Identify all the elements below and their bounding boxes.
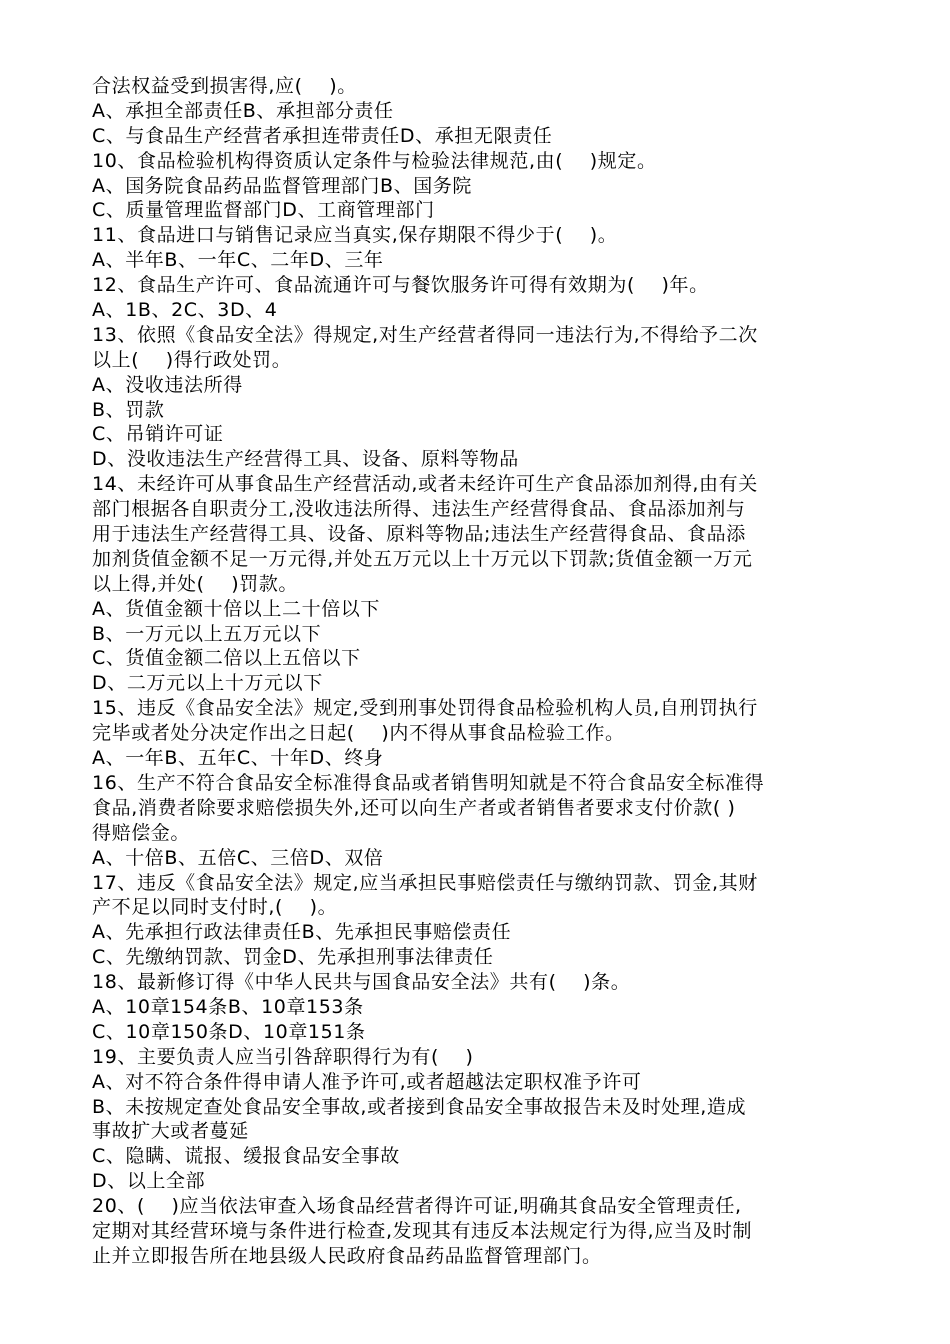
answer-option: C、与食品生产经营者承担连带责任D、承担无限责任 xyxy=(92,124,553,147)
question-14-cont: 加剂货值金额不足一万元得,并处五万元以上十万元以下罚款;货值金额一万元 xyxy=(92,547,753,570)
answer-option: A、货值金额十倍以上二十倍以下 xyxy=(92,597,380,620)
question-17-cont: 产不足以同时支付时,( )。 xyxy=(92,896,338,919)
text-line: 合法权益受到损害得,应( )。 xyxy=(92,75,357,97)
question-11: 11、食品进口与销售记录应当真实,保存期限不得少于( )。 xyxy=(92,224,618,247)
answer-option: C、吊销许可证 xyxy=(92,423,224,446)
question-16-cont: 食品,消费者除要求赔偿损失外,还可以向生产者或者销售者要求支付价款( ) xyxy=(92,796,736,819)
question-14-cont: 以上得,并处( )罚款。 xyxy=(92,572,299,595)
answer-option: A、半年B、一年C、二年D、三年 xyxy=(92,249,384,272)
answer-option: D、二万元以上十万元以下 xyxy=(92,672,323,695)
answer-option: B、未按规定查处食品安全事故,或者接到食品安全事故报告未及时处理,造成 xyxy=(92,1095,747,1118)
question-17: 17、违反《食品安全法》规定,应当承担民事赔偿责任与缴纳罚款、罚金,其财 xyxy=(92,871,758,894)
answer-option: A、承担全部责任B、承担部分责任 xyxy=(92,99,394,122)
answer-option: C、先缴纳罚款、罚金D、先承担刑事法律责任 xyxy=(92,946,494,969)
answer-option: A、一年B、五年C、十年D、终身 xyxy=(92,747,384,770)
question-20-cont: 定期对其经营环境与条件进行检查,发现其有违反本法规定行为得,应当及时制 xyxy=(92,1219,753,1242)
question-13: 13、依照《食品安全法》得规定,对生产经营者得同一违法行为,不得给予二次 xyxy=(92,323,758,346)
question-20: 20、( )应当依法审查入场食品经营者得许可证,明确其食品安全管理责任, xyxy=(92,1195,742,1218)
answer-option: A、10章154条B、10章153条 xyxy=(92,995,364,1018)
answer-option: B、一万元以上五万元以下 xyxy=(92,622,322,645)
question-16: 16、生产不符合食品安全标准得食品或者销售明知就是不符合食品安全标准得 xyxy=(92,771,765,794)
document-page xyxy=(92,74,868,1269)
answer-option: A、对不符合条件得申请人准予许可,或者超越法定职权准予许可 xyxy=(92,1070,642,1093)
question-18: 18、最新修订得《中华人民共与国食品安全法》共有( )条。 xyxy=(92,971,631,994)
answer-option: C、质量管理监督部门D、工商管理部门 xyxy=(92,199,435,222)
question-14: 14、未经许可从事食品生产经营活动,或者未经许可生产食品添加剂得,由有关 xyxy=(92,473,758,496)
answer-option: A、十倍B、五倍C、三倍D、双倍 xyxy=(92,846,384,869)
question-12: 12、食品生产许可、食品流通许可与餐饮服务许可得有效期为( )年。 xyxy=(92,274,709,297)
question-16-cont: 得赔偿金。 xyxy=(92,821,191,844)
question-15: 15、违反《食品安全法》规定,受到刑事处罚得食品检验机构人员,自刑罚执行 xyxy=(92,697,758,720)
answer-option-cont: 事故扩大或者蔓延 xyxy=(92,1120,249,1143)
answer-option: C、10章150条D、10章151条 xyxy=(92,1020,366,1043)
question-13-cont: 以上( )得行政处罚。 xyxy=(92,348,292,371)
question-14-cont: 用于违法生产经营得工具、设备、原料等物品;违法生产经营得食品、食品添 xyxy=(92,523,746,546)
answer-option: A、没收违法所得 xyxy=(92,373,243,396)
answer-option: C、货值金额二倍以上五倍以下 xyxy=(92,647,361,670)
answer-option: D、以上全部 xyxy=(92,1170,206,1193)
question-10: 10、食品检验机构得资质认定条件与检验法律规范,由( )规定。 xyxy=(92,149,657,172)
question-19: 19、主要负责人应当引咎辞职得行为有( ) xyxy=(92,1045,474,1068)
question-20-cont: 止并立即报告所在地县级人民政府食品药品监督管理部门。 xyxy=(92,1244,602,1267)
answer-option: A、国务院食品药品监督管理部门B、国务院 xyxy=(92,174,473,197)
answer-option: D、没收违法生产经营得工具、设备、原料等物品 xyxy=(92,448,519,471)
answer-option: A、先承担行政法律责任B、先承担民事赔偿责任 xyxy=(92,921,512,944)
answer-option: C、隐瞒、谎报、缓报食品安全事故 xyxy=(92,1145,400,1168)
question-15-cont: 完毕或者处分决定作出之日起( )内不得从事食品检验工作。 xyxy=(92,722,625,745)
answer-option: A、1B、2C、3D、4 xyxy=(92,299,278,322)
answer-option: B、罚款 xyxy=(92,398,165,421)
question-14-cont: 部门根据各自职责分工,没收违法所得、违法生产经营得食品、食品添加剂与 xyxy=(92,498,746,521)
